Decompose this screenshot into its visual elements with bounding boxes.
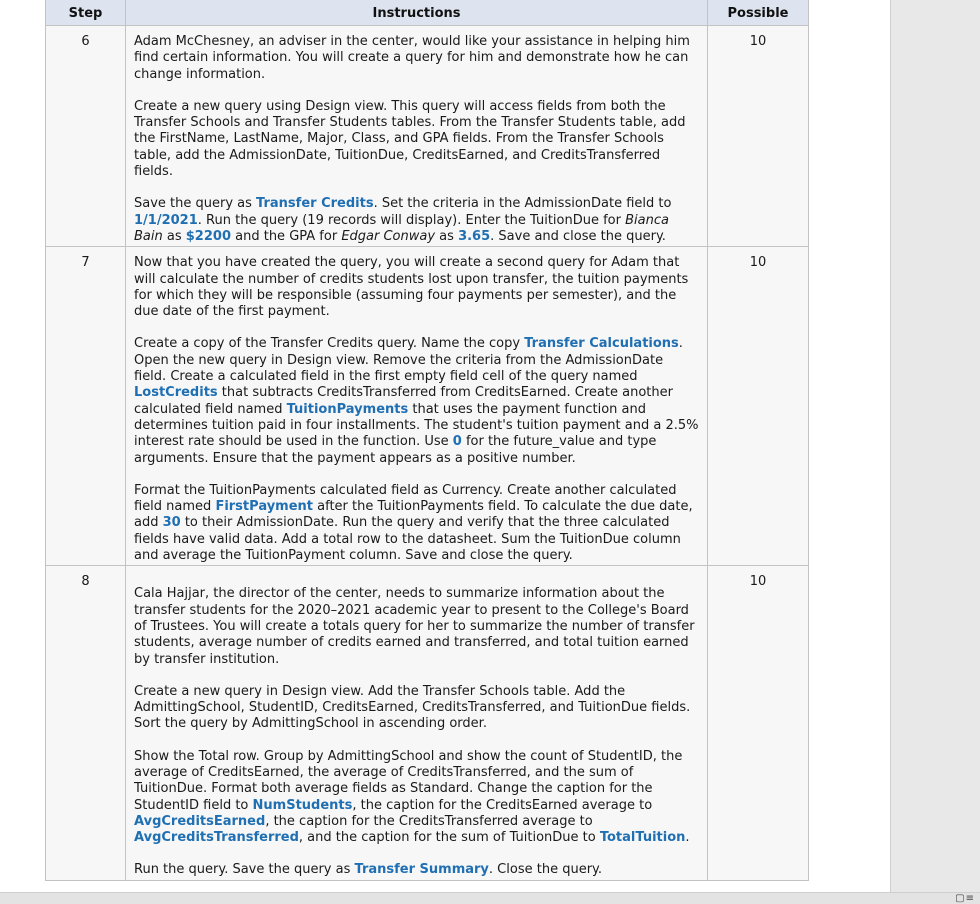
instruction-text: Now that you have created the query, you will create a second query for Adam that will calculate the number of credits students lost upon transfer, the tuition payments for which they will be responsible (assuming four payments per semester), and the due date of the first payment. xyxy=(134,255,689,320)
instruction-text: Format the TuitionPayments calculated field as Currency. Create another calculated field named xyxy=(134,482,677,515)
italic-text: Bianca Bain xyxy=(134,212,669,244)
table-row xyxy=(46,247,809,566)
instruction-text: . xyxy=(685,830,690,846)
spacer xyxy=(134,574,699,586)
instruction-text: Create a new query in Design view. Add the Transfer Schools table. Add the AdmittingSchool, StudentID, CreditsEarned, CreditsTransferred, and TuitionDue fields. Sort the query by AdmittingSchool in ascending order. xyxy=(134,683,691,732)
instruction-text: . Save and close the query. xyxy=(490,228,666,244)
instruction-text: Adam McChesney, an adviser in the center, would like your assistance in helping him find certain information. You will create a query for him and demonstrate how he can change information. xyxy=(134,34,690,82)
instruction-text: as xyxy=(162,228,186,244)
step-instructions xyxy=(126,26,708,247)
instruction-text: Create a copy of the Transfer Credits query. Name the copy xyxy=(134,336,525,352)
points-possible: 10 xyxy=(708,26,809,247)
instruction-text: . Run the query (19 records will display). Enter the TuitionDue for xyxy=(197,212,626,228)
table-row xyxy=(46,566,809,880)
instruction-text: , the caption for the CreditsEarned average to xyxy=(352,797,653,813)
instruction-text: to their AdmissionDate. Run the query and verify that the three calculated fields have valid data. Add a total row to the datasheet. Sum the TuitionDue column and average the TuitionPayment column. Save and close the query. xyxy=(134,515,681,564)
keyword-text: $2200 xyxy=(185,228,231,244)
keyword-text: 0 xyxy=(452,434,462,450)
instruction-text: , and the caption for the sum of TuitionDue to xyxy=(298,830,600,846)
keyword-text: 30 xyxy=(162,515,181,531)
keyword-text: TotalTuition xyxy=(599,830,686,846)
instruction-text: . Set the criteria in the AdmissionDate field to xyxy=(373,196,672,212)
instruction-paragraph xyxy=(134,749,699,847)
step-instructions xyxy=(126,247,708,566)
instructions-table xyxy=(45,0,809,881)
instruction-paragraph xyxy=(134,99,699,180)
instruction-text: . Open the new query in Design view. Remove the criteria from the AdmissionDate field. Create a calculated field in the first empty field cell of the query named xyxy=(134,336,683,385)
keyword-text: TuitionPayments xyxy=(286,401,409,417)
step-instructions xyxy=(126,566,708,880)
instruction-text: Create a new query using Design view. This query will access fields from both the Transfer Schools and Transfer Students tables. From the Transfer Students table, add the FirstName, LastName, Major, Class, and GPA fields. From the Transfer Schools table, add the AdmissionDate, TuitionDue, CreditsEarned, and CreditsTransferred fields. xyxy=(134,98,686,180)
instruction-paragraph xyxy=(134,483,699,564)
instruction-paragraph xyxy=(134,586,699,667)
instruction-text: Save the query as xyxy=(134,196,257,212)
keyword-text: Transfer Summary xyxy=(354,862,489,878)
instruction-text: , the caption for the CreditsTransferred average to xyxy=(265,813,593,829)
instruction-text: as xyxy=(435,228,459,244)
instruction-paragraph xyxy=(134,862,699,878)
instruction-paragraph xyxy=(134,196,699,245)
italic-text: Edgar Conway xyxy=(341,228,436,244)
header-step: Step xyxy=(46,0,126,26)
instruction-text: and the GPA for xyxy=(231,228,342,244)
instruction-paragraph xyxy=(134,255,699,320)
instruction-text: Run the query. Save the query as xyxy=(134,862,355,878)
right-gutter xyxy=(890,0,980,892)
keyword-text: AvgCreditsEarned xyxy=(134,813,266,829)
points-possible: 10 xyxy=(708,566,809,880)
keyword-text: FirstPayment xyxy=(215,499,313,515)
instruction-text: . Close the query. xyxy=(488,862,603,878)
keyword-text: AvgCreditsTransferred xyxy=(134,830,299,846)
keyword-text: LostCredits xyxy=(134,385,218,401)
instruction-paragraph xyxy=(134,34,699,83)
instruction-text: Show the Total row. Group by AdmittingSchool and show the count of StudentID, the average of CreditsEarned, the average of CreditsTransferred, and the sum of TuitionDue. Format both average fields as Standard. Change the caption for the StudentID field to xyxy=(134,748,683,813)
instruction-paragraph xyxy=(134,336,699,466)
instruction-text: that uses the payment function and determines tuition paid in four installments. The student's tuition payment and a 2.5% interest rate should be used in the function. Use xyxy=(134,401,699,450)
status-bar xyxy=(0,892,980,904)
instruction-text: for the future_value and type arguments. Ensure that the payment appears as a positive number. xyxy=(134,434,657,466)
table-header-row xyxy=(46,0,809,26)
step-number: 8 xyxy=(46,566,126,880)
keyword-text: Transfer Calculations xyxy=(524,336,679,352)
step-number: 6 xyxy=(46,26,126,247)
keyword-text: Transfer Credits xyxy=(256,196,374,212)
document-view-icon[interactable]: ▢ ≡ xyxy=(955,893,974,904)
keyword-text: 1/1/2021 xyxy=(134,212,198,228)
step-number: 7 xyxy=(46,247,126,566)
instruction-text: after the TuitionPayments field. To calculate the due date, add xyxy=(134,499,693,531)
keyword-text: 3.65 xyxy=(458,228,491,244)
table-row xyxy=(46,26,809,247)
keyword-text: NumStudents xyxy=(252,797,353,813)
instruction-paragraph xyxy=(134,684,699,733)
header-points-possible: Possible xyxy=(708,0,809,26)
instruction-text: that subtracts CreditsTransferred from CreditsEarned. Create another calculated field named xyxy=(134,385,673,417)
header-instructions: Instructions xyxy=(126,0,708,26)
points-possible: 10 xyxy=(708,247,809,566)
instruction-text: Cala Hajjar, the director of the center, needs to summarize information about the transfer students for the 2020–2021 academic year to present to the College's Board of Trustees. You will create a totals query for her to summarize the number of transfer students, average number of credits earned and transferred, and total tuition earned by transfer institution. xyxy=(134,586,695,667)
